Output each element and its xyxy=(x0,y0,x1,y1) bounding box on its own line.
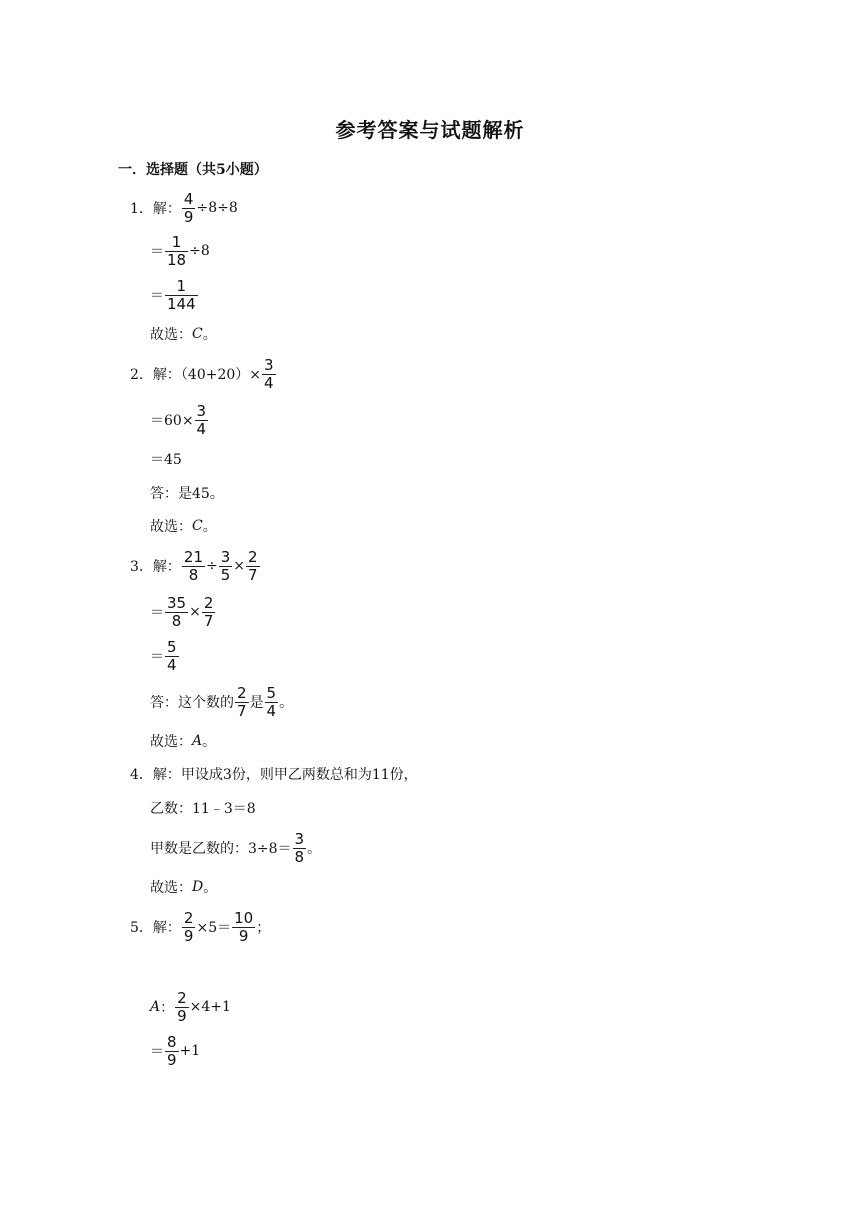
fraction: $\frac{2}{7}$ xyxy=(203,593,214,630)
fraction: $\frac{2}{9}$ xyxy=(183,908,194,945)
fraction: $\frac{2}{9}$ xyxy=(177,988,187,1025)
fraction: $\frac{5}{4}$ xyxy=(167,637,177,674)
q1-label: 1．解： xyxy=(130,201,181,217)
q5-label: 5．解： xyxy=(130,920,181,936)
fraction: $\frac{3}{4}$ xyxy=(196,401,207,438)
fraction: $\frac{1}{18}$ xyxy=(167,232,187,269)
q3-answer: 答：这个数的 $\frac{2}{7}$ 是 $\frac{5}{4}$ 。 xyxy=(150,683,294,720)
fraction: $\frac{35}{8}$ xyxy=(167,593,187,630)
fraction: $\frac{3}{8}$ xyxy=(294,829,305,866)
fraction: $\frac{21}{8}$ xyxy=(183,547,204,584)
fraction: $\frac{2}{7}$ xyxy=(237,683,247,720)
fraction: $\frac{1}{144}$ xyxy=(167,276,196,313)
q1-line-1 xyxy=(130,186,238,230)
q4-choice: 故选： D 。 xyxy=(150,879,218,896)
q3-choice: 故选： A 。 xyxy=(150,733,217,750)
q2-line-1 xyxy=(130,352,277,396)
q5-option-a-line-2: ＝ $\frac{8}{9}$ +1 xyxy=(150,1032,201,1069)
q5-line-1: 5．解： $\frac{2}{9}$ ×5＝ $\frac{10}{9}$ ； xyxy=(130,908,271,945)
expression-text: ÷8÷8 xyxy=(196,200,238,216)
q4-line-3: 甲数是乙数的：3÷8＝ $\frac{3}{8}$ 。 xyxy=(150,829,322,866)
q2-choice: 故选： C 。 xyxy=(150,518,217,535)
q3-line-2: ＝ $\frac{35}{8}$ × $\frac{2}{7}$ xyxy=(150,593,214,630)
fraction: $\frac{3}{4}$ xyxy=(264,355,274,392)
q1-line-3: ＝ $\frac{1}{144}$ xyxy=(150,276,196,313)
q2-answer: 答：是45。 xyxy=(150,486,224,502)
q1-line-2: ＝ $\frac{1}{18}$ ÷8 xyxy=(150,232,210,269)
fraction: $\frac{4}{9}$ xyxy=(183,189,194,226)
q4-line-2: 乙数：11﹣3＝8 xyxy=(150,801,256,817)
q3-line-3: ＝ $\frac{5}{4}$ xyxy=(150,637,177,674)
fraction: $\frac{5}{4}$ xyxy=(266,683,277,720)
q2-line-2: ＝60× $\frac{3}{4}$ xyxy=(150,401,207,438)
q2-line-3: ＝45 xyxy=(150,452,182,468)
q2-label: 2．解：（40+20）× xyxy=(130,367,261,383)
section-heading: 一．选择题（共5小题） xyxy=(118,162,268,178)
page-title: 参考答案与试题解析 xyxy=(335,118,525,142)
fraction: $\frac{2}{7}$ xyxy=(248,547,258,584)
fraction: $\frac{3}{5}$ xyxy=(220,547,231,584)
fraction: $\frac{8}{9}$ xyxy=(167,1032,177,1069)
fraction: $\frac{10}{9}$ xyxy=(234,908,254,945)
q3-line-1: 3．解： $\frac{21}{8}$ ÷ $\frac{3}{5}$ × $\frac{2}{7}$ xyxy=(130,547,258,584)
q5-option-a-line-1: A ： $\frac{2}{9}$ ×4+1 xyxy=(150,988,231,1025)
q4-line-1: 4．解：甲设成3份，则甲乙两数总和为11份， xyxy=(130,767,418,783)
q3-label: 3．解： xyxy=(130,559,181,575)
q1-choice: 故选： C 。 xyxy=(150,326,217,343)
